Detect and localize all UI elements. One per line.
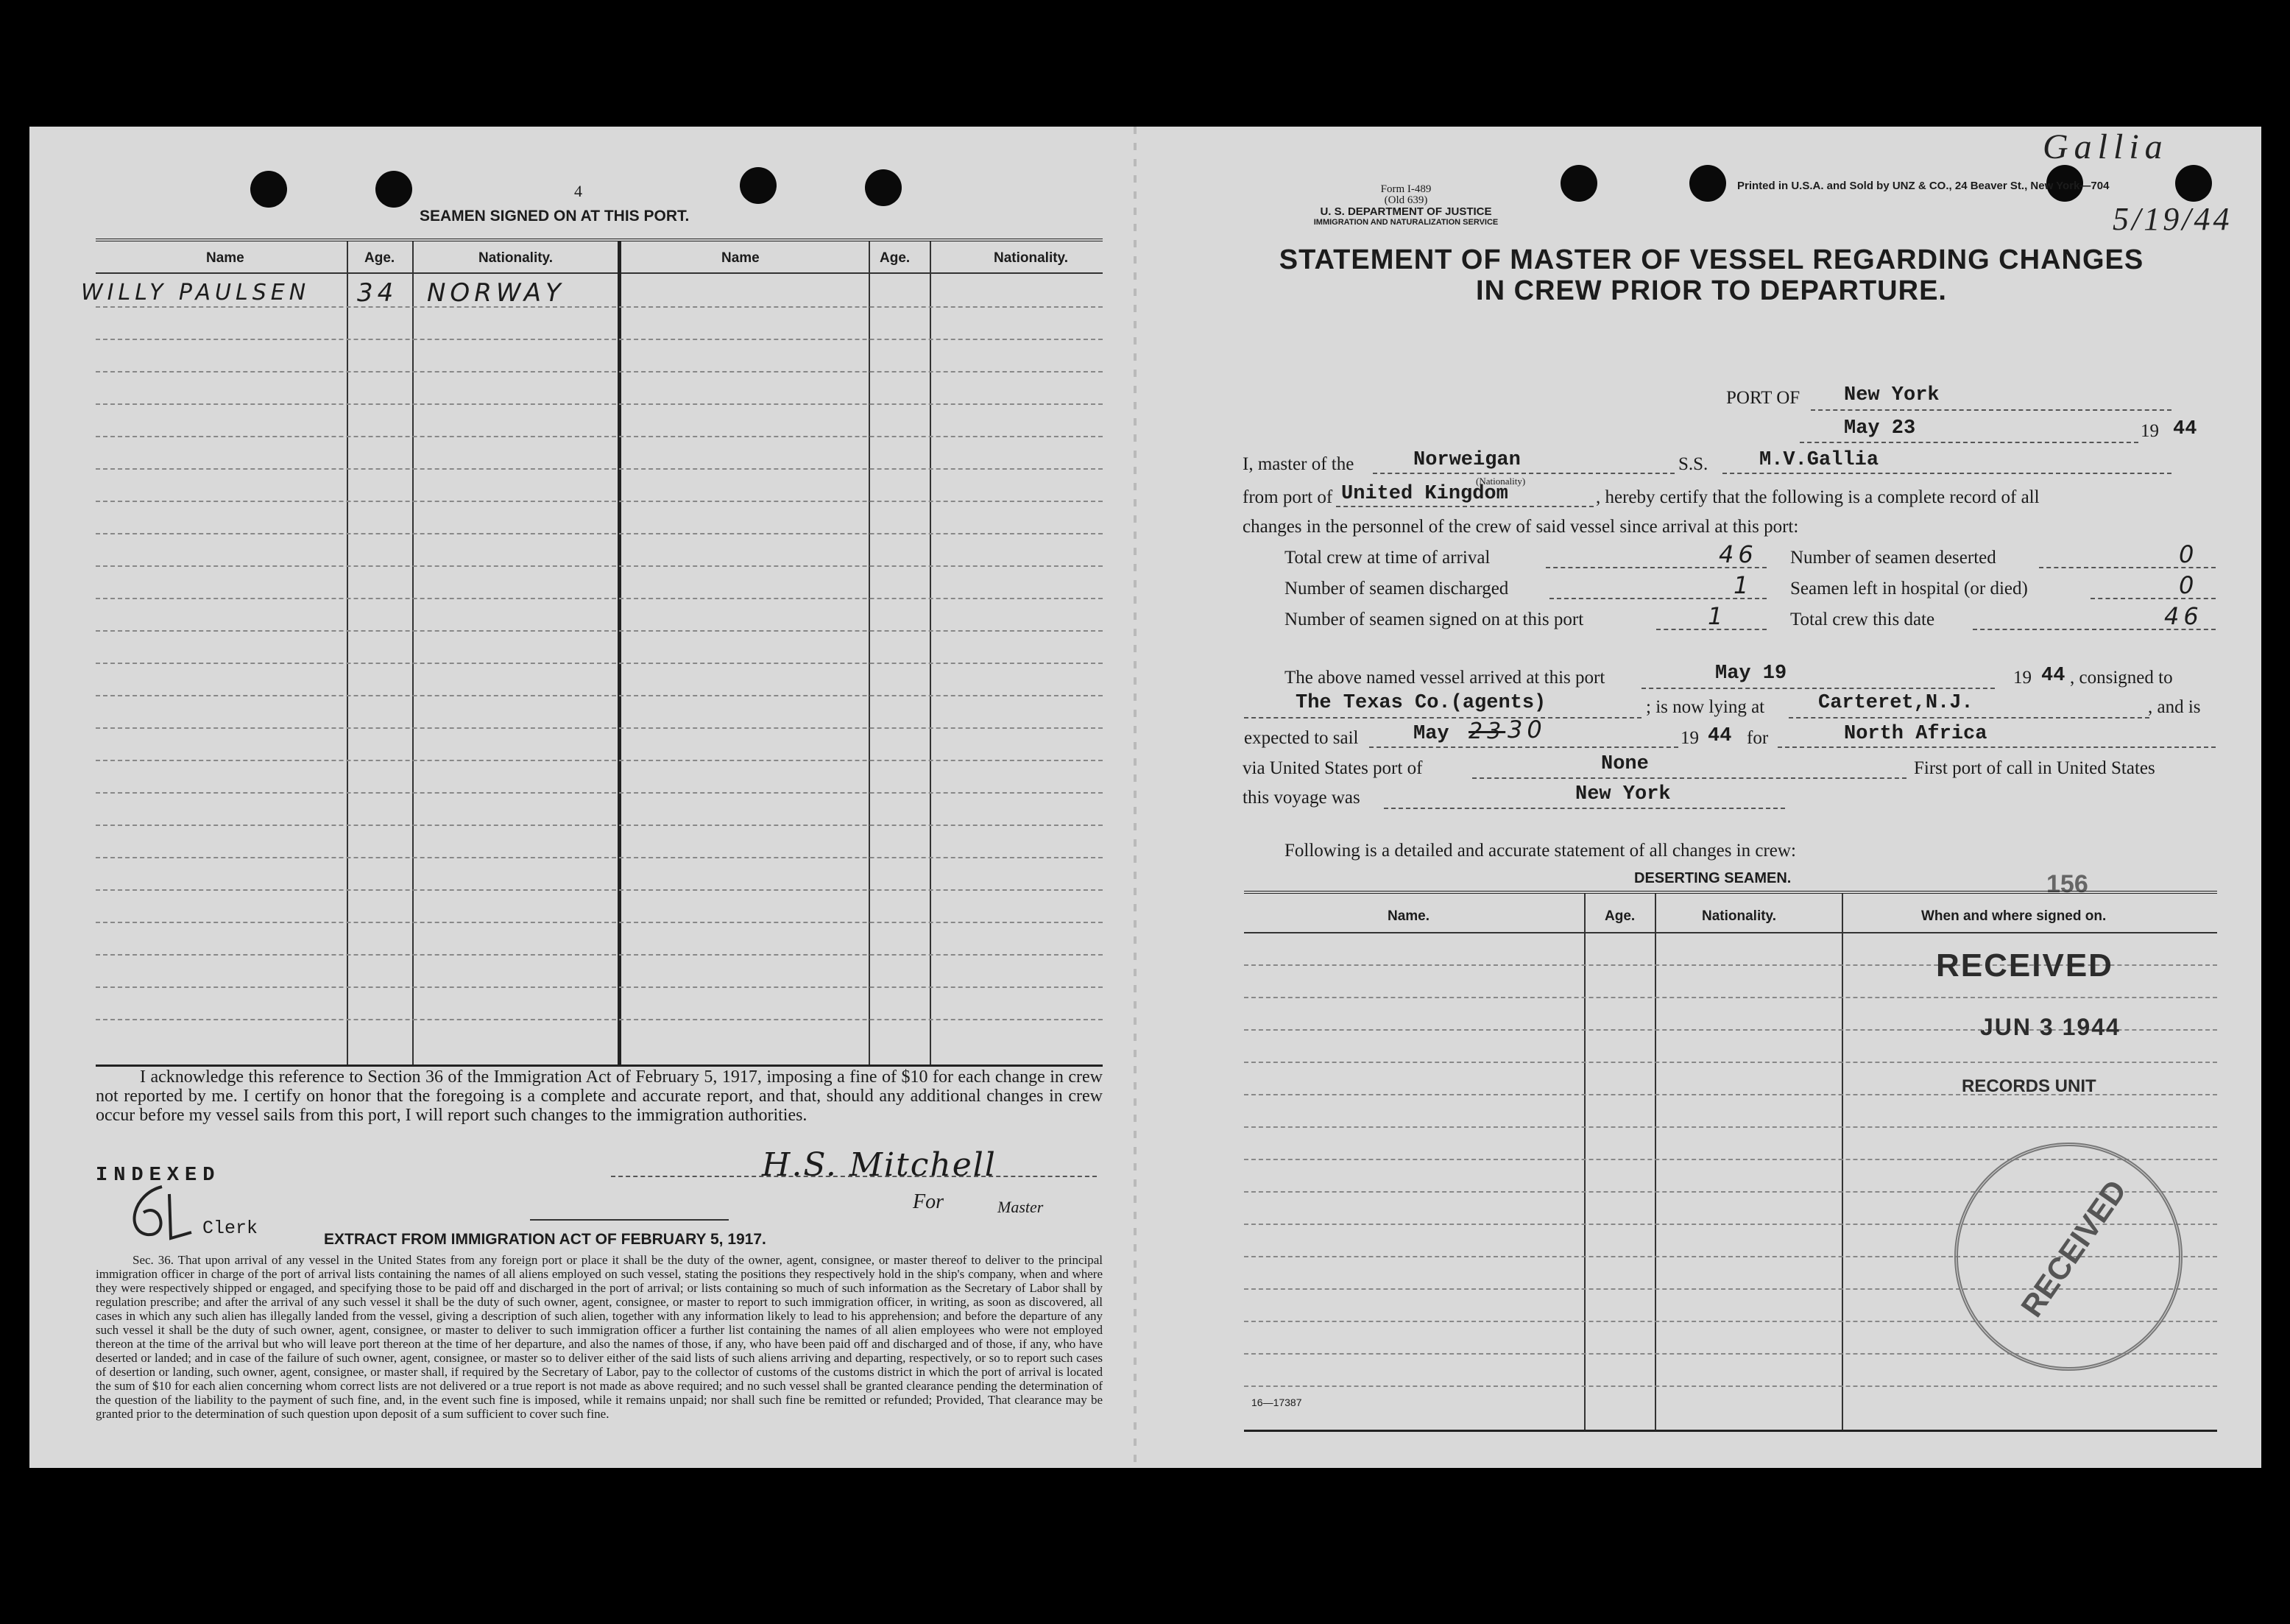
records-unit: RECORDS UNIT bbox=[1962, 1076, 2096, 1096]
port-label: PORT OF bbox=[1726, 388, 1800, 408]
desert-col-name: Name. bbox=[1388, 908, 1430, 924]
arrived-year: 19 bbox=[2013, 668, 2032, 688]
col-header-nationality-2: Nationality. bbox=[994, 250, 1068, 266]
voyage-label: this voyage was bbox=[1243, 788, 1360, 808]
master-signature: H.S. Mitchell bbox=[762, 1146, 997, 1184]
expected-year: 19 bbox=[1681, 728, 1699, 748]
clerk-initials-mark bbox=[118, 1179, 199, 1246]
for-label: for bbox=[1747, 728, 1769, 748]
col-header-age: Age. bbox=[364, 250, 395, 266]
following-text: Following is a detailed and accurate statement of all changes in crew: bbox=[1284, 841, 1796, 861]
stat-discharged-value: 1 bbox=[1734, 571, 1753, 599]
arrived-value: May 19 bbox=[1715, 663, 1787, 685]
sheet-number: 156 bbox=[2046, 870, 2088, 898]
via-label: via United States port of bbox=[1243, 758, 1423, 778]
form-id: Form I-489 bbox=[1380, 183, 1432, 195]
punch-hole bbox=[740, 167, 777, 204]
expected-struck: 23 bbox=[1469, 719, 1506, 744]
expected-year-value: 44 bbox=[1708, 725, 1732, 747]
stat-total-date-value: 46 bbox=[2164, 602, 2203, 630]
and-is-label: , and is bbox=[2148, 697, 2201, 717]
desert-col-nationality: Nationality. bbox=[1702, 908, 1776, 924]
punch-hole bbox=[2175, 165, 2212, 202]
stat-deserted-value: 0 bbox=[2179, 540, 2199, 568]
entry-name: WILLY PAULSEN bbox=[81, 280, 311, 306]
entry-nationality: NORWAY bbox=[427, 278, 565, 308]
punch-hole bbox=[1561, 165, 1597, 202]
seamen-signed-table bbox=[81, 239, 1103, 1067]
deserting-title: DESERTING SEAMEN. bbox=[1634, 870, 1792, 886]
arrived-label: The above named vessel arrived at this port bbox=[1284, 668, 1605, 688]
stat-total-arrival-label: Total crew at time of arrival bbox=[1284, 548, 1491, 568]
consignee-value: The Texas Co.(agents) bbox=[1296, 692, 1547, 714]
footer-code: 16—17387 bbox=[1251, 1397, 1302, 1408]
extract-text: Sec. 36. That upon arrival of any vessel in the United States from any foreign port or place it shall be the duty of the owner, agent, consignee, or master thereof to deliver to the principal immigration officer in charge of the port of arrival lists containing the names of all aliens employed on such vessel, stating the positions they respectively hold in the ship's company, when and where they were respectively shipped or engaged, and specifying those to be paid off and discharged in the port of arrival; or lists containing so much of such information as the Secretary of Labor shall by regulation prescribe; and after the arrival of any such vessel it shall be the duty of such owner, agent, consignee, or master to report to such immigration officer, in writing, as soon as discovered, all cases in which any such alien has illegally landed from the vessel, giving a description of such alien, together with any information likely to lead to his apprehension; and before the departure of any such vessel it shall be the duty of such owner, agent, consignee, or master to deliver to such immigration officer a further list containing the names of all alien employees who were not employed thereon at the time of the arrival but who will leave port thereon at the time of her departure, and also the names of those, if any, who have been paid off and discharged and of those, if any, who have deserted or landed; and in case of the failure of such owner, agent, consignee, or master so to deliver either of the said lists of such aliens arriving and departing, respectively, or so to report such cases of desertion or landing, such owner, agent, consignee, or master shall, if required by the Secretary of Labor, pay to the collector of customs of the customs district in which the port of arrival is located the sum of $10 for each alien concerning whom correct lists are not delivered or a true report is not made as above required; and no such vessel shall be granted clearance pending the determination of the question of the liability to the payment of such fine, and, in the event such fine is imposed, while it remains unpaid; nor shall such fine be remitted or refunded; Provided, That clearance may be granted prior to the determination of such question upon deposit of a sum sufficient to cover such fine. bbox=[96, 1253, 1103, 1421]
first-port-label: First port of call in United States bbox=[1914, 758, 2155, 778]
entry-age: 34 bbox=[357, 278, 398, 308]
nationality-caption: (Nationality) bbox=[1476, 476, 1526, 487]
consigned-label: , consigned to bbox=[2070, 668, 2173, 688]
date-value: May 23 bbox=[1844, 417, 1916, 439]
service: IMMIGRATION AND NATURALIZATION SERVICE bbox=[1313, 218, 1499, 227]
col-header-name: Name bbox=[206, 250, 244, 266]
section-title: SEAMEN SIGNED ON AT THIS PORT. bbox=[420, 208, 690, 225]
indexed-stamp: INDEXED bbox=[96, 1165, 221, 1187]
certify-text: , hereby certify that the following is a complete record of all bbox=[1596, 487, 2040, 507]
nationality-value: Norweigan bbox=[1413, 449, 1521, 471]
page-fold bbox=[1134, 127, 1137, 1468]
expected-corrected: 30 bbox=[1508, 716, 1547, 744]
desert-col-age: Age. bbox=[1605, 908, 1636, 924]
handwritten-note: Gallia bbox=[2043, 127, 2169, 166]
from-port-value: United Kingdom bbox=[1341, 483, 1508, 505]
department: U. S. DEPARTMENT OF JUSTICE bbox=[1320, 205, 1492, 218]
punch-hole bbox=[375, 171, 412, 208]
punch-hole bbox=[865, 169, 902, 206]
stat-hospital-value: 0 bbox=[2179, 571, 2199, 599]
lying-value: Carteret,N.J. bbox=[1818, 692, 1973, 714]
punch-hole bbox=[250, 171, 287, 208]
vessel-value: M.V.Gallia bbox=[1759, 449, 1879, 471]
clerk-label: Clerk bbox=[202, 1218, 258, 1239]
stat-total-arrival-value: 46 bbox=[1719, 540, 1758, 568]
stat-discharged-label: Number of seamen discharged bbox=[1284, 579, 1509, 599]
stat-signed-value: 1 bbox=[1708, 602, 1728, 630]
stat-deserted-label: Number of seamen deserted bbox=[1790, 548, 1996, 568]
via-value: None bbox=[1601, 753, 1649, 775]
stat-total-date-label: Total crew this date bbox=[1790, 610, 1935, 629]
ss-label: S.S. bbox=[1678, 454, 1708, 474]
received-date: JUN 3 1944 bbox=[1980, 1014, 2121, 1040]
port-value: New York bbox=[1844, 384, 1940, 406]
received-stamp: RECEIVED bbox=[1936, 947, 2113, 984]
handwritten-date: 5/19/44 bbox=[2113, 201, 2233, 237]
form-title-line1: STATEMENT OF MASTER OF VESSEL REGARDING CHANGES bbox=[1279, 244, 2144, 275]
printer-line: Printed in U.S.A. and Sold by UNZ & CO., 24 Beaver St., New York—704 bbox=[1737, 180, 2110, 192]
stat-hospital-label: Seamen left in hospital (or died) bbox=[1790, 579, 2028, 599]
master-label: Master bbox=[997, 1198, 1044, 1216]
voyage-value: New York bbox=[1575, 783, 1671, 805]
arrived-year-value: 44 bbox=[2041, 665, 2065, 687]
col-header-age-2: Age. bbox=[880, 250, 911, 266]
destination-value: North Africa bbox=[1844, 723, 1987, 745]
form-title-line2: IN CREW PRIOR TO DEPARTURE. bbox=[1476, 275, 1947, 306]
expected-label: expected to sail bbox=[1244, 728, 1359, 748]
circular-received-stamp bbox=[1954, 1143, 2183, 1371]
lying-label: ; is now lying at bbox=[1646, 697, 1765, 717]
circle-stamp-text: RECEIVED bbox=[2014, 1173, 2133, 1324]
year-prefix: 19 bbox=[2141, 421, 2159, 441]
from-port-label: from port of bbox=[1243, 487, 1333, 507]
form-old: (Old 639) bbox=[1384, 194, 1428, 206]
expected-value: May bbox=[1413, 723, 1449, 745]
form-header bbox=[1273, 184, 1538, 228]
certify-text-2: changes in the personnel of the crew of said vessel since arrival at this port: bbox=[1243, 517, 1799, 537]
col-header-nationality: Nationality. bbox=[478, 250, 553, 266]
extract-title: EXTRACT FROM IMMIGRATION ACT OF FEBRUARY 5, 1917. bbox=[324, 1231, 766, 1248]
col-header-name-2: Name bbox=[721, 250, 760, 266]
acknowledgement-text: I acknowledge this reference to Section 36 of the Immigration Act of February 5, 1917, imposing a fine of $10 for each change in crew not reported by me. I certify on honor that the foregoing is a complete and accurate report, and that, should any additional changes in crew occur before my vessel sails from this port, I will report such changes to the immigration authorities. bbox=[96, 1067, 1103, 1125]
signature-for: For bbox=[913, 1190, 944, 1213]
year-value: 44 bbox=[2173, 418, 2197, 440]
desert-col-signed-on: When and where signed on. bbox=[1921, 908, 2107, 924]
stat-signed-label: Number of seamen signed on at this port bbox=[1284, 610, 1584, 629]
page-number: 4 bbox=[574, 182, 582, 200]
master-of-label: I, master of the bbox=[1243, 454, 1354, 474]
punch-hole bbox=[1689, 165, 1726, 202]
document-sheet bbox=[29, 127, 2261, 1468]
